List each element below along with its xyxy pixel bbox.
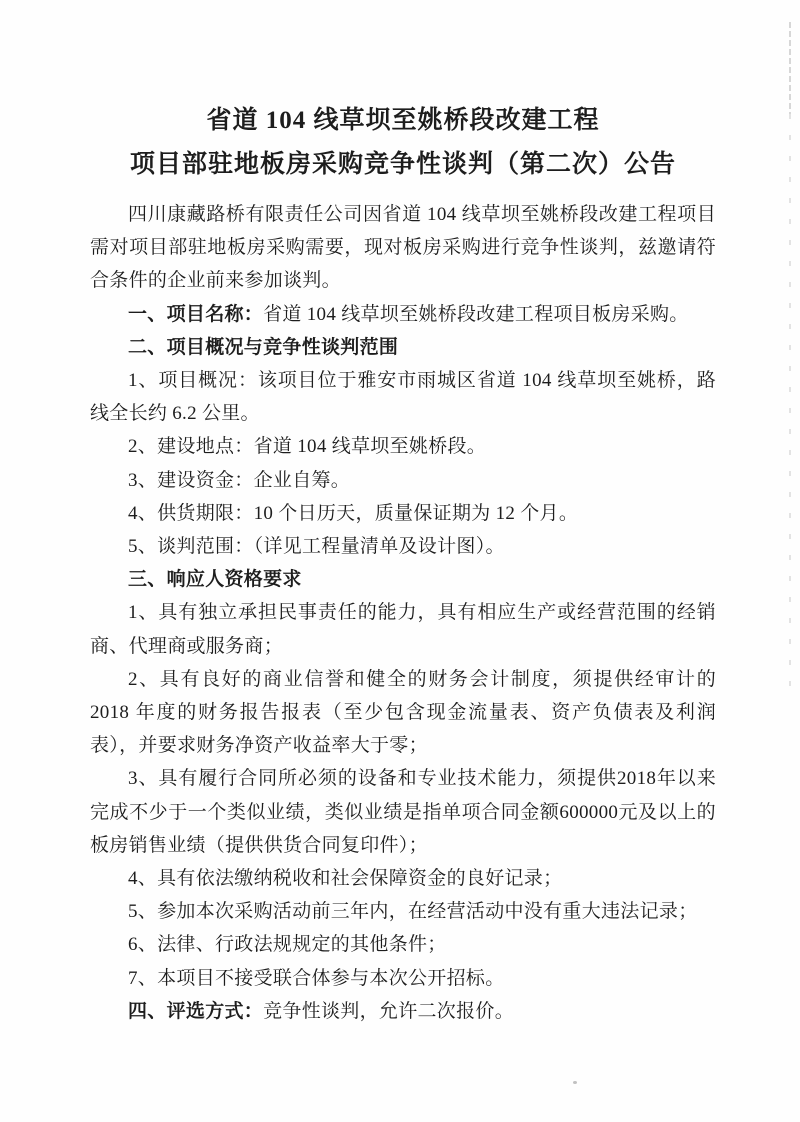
paragraph-text: 5、谈判范围：（详见工程量清单及设计图）。	[128, 536, 505, 558]
scan-artifact-speck	[573, 1081, 577, 1084]
section-heading	[90, 331, 716, 364]
paragraph-text: 2、具有良好的商业信誉和健全的财务会计制度，须提供经审计的 2018 年度的财务报告报表（至少包含现金流量表、资产负债表及利润表），并要求财务净资产收益率大于零；	[90, 668, 716, 757]
paragraph-text: 3、建设资金：企业自筹。	[128, 469, 351, 491]
doc-paragraph	[90, 596, 716, 662]
paragraph-text: 四川康藏路桥有限责任公司因省道 104 线草坝至姚桥段改建工程项目需对项目部驻地板房采购需要，现对板房采购进行竞争性谈判，兹邀请符合条件的企业前来参加谈判。	[90, 204, 716, 292]
paragraph-bold-label: 四、评选方式：	[128, 1000, 264, 1022]
paragraph-text: 4、具有依法缴纳税收和社会保障资金的良好记录；	[128, 868, 563, 890]
scan-artifact-edge-line-sparse	[789, 114, 791, 694]
paragraph-bold-label: 一、项目名称：	[128, 303, 264, 325]
paragraph-text: 3、具有履行合同所必须的设备和专业技术能力，须提供2018年以来完成不少于一个类似业绩，类似业绩是指单项合同金额600000元及以上的板房销售业绩（提供供货合同复印件）；	[90, 768, 716, 856]
paragraph-text: 竞争性谈判，允许二次报价。	[263, 1000, 515, 1022]
paragraph-text: 2、建设地点：省道 104 线草坝至姚桥段。	[128, 436, 487, 458]
labeled-paragraph	[90, 995, 716, 1028]
doc-paragraph	[90, 962, 716, 995]
doc-paragraph	[90, 464, 716, 497]
paragraph-text: 5、参加本次采购活动前三年内，在经营活动中没有重大违法记录；	[128, 901, 698, 923]
paragraph-text: 1、具有独立承担民事责任的能力，具有相应生产或经营范围的经销商、代理商或服务商；	[90, 602, 716, 657]
paragraph-bold-label: 三、响应人资格要求	[128, 569, 302, 591]
doc-paragraph	[90, 430, 716, 463]
paragraph-text: 7、本项目不接受联合体参与本次公开招标。	[128, 967, 505, 989]
paragraph-text: 省道 104 线草坝至姚桥段改建工程项目板房采购。	[263, 303, 689, 325]
document-body	[90, 198, 716, 1028]
doc-paragraph	[90, 762, 716, 862]
paragraph-text: 4、供货期限：10 个日历天，质量保证期为 12 个月。	[128, 502, 579, 524]
doc-paragraph	[90, 928, 716, 961]
paragraph-text: 1、项目概况：该项目位于雅安市雨城区省道 104 线草坝至姚桥，路线全长约 6.2 公里。	[90, 370, 716, 425]
doc-paragraph	[90, 198, 716, 298]
doc-paragraph	[90, 364, 716, 430]
scan-artifact-edge-line-dense	[789, 22, 791, 114]
doc-paragraph	[90, 497, 716, 530]
labeled-paragraph	[90, 298, 716, 331]
doc-paragraph	[90, 895, 716, 928]
document-title-line-2: 项目部驻地板房采购竞争性谈判（第二次）公告	[129, 151, 676, 178]
doc-paragraph	[90, 663, 716, 763]
section-heading	[90, 563, 716, 596]
paragraph-bold-label: 二、项目概况与竞争性谈判范围	[128, 336, 399, 358]
doc-paragraph	[90, 862, 716, 895]
paragraph-text: 6、法律、行政法规规定的其他条件；	[128, 934, 447, 956]
doc-paragraph	[90, 530, 716, 563]
document-title-line-1: 省道 104 线草坝至姚桥段改建工程	[206, 107, 600, 134]
